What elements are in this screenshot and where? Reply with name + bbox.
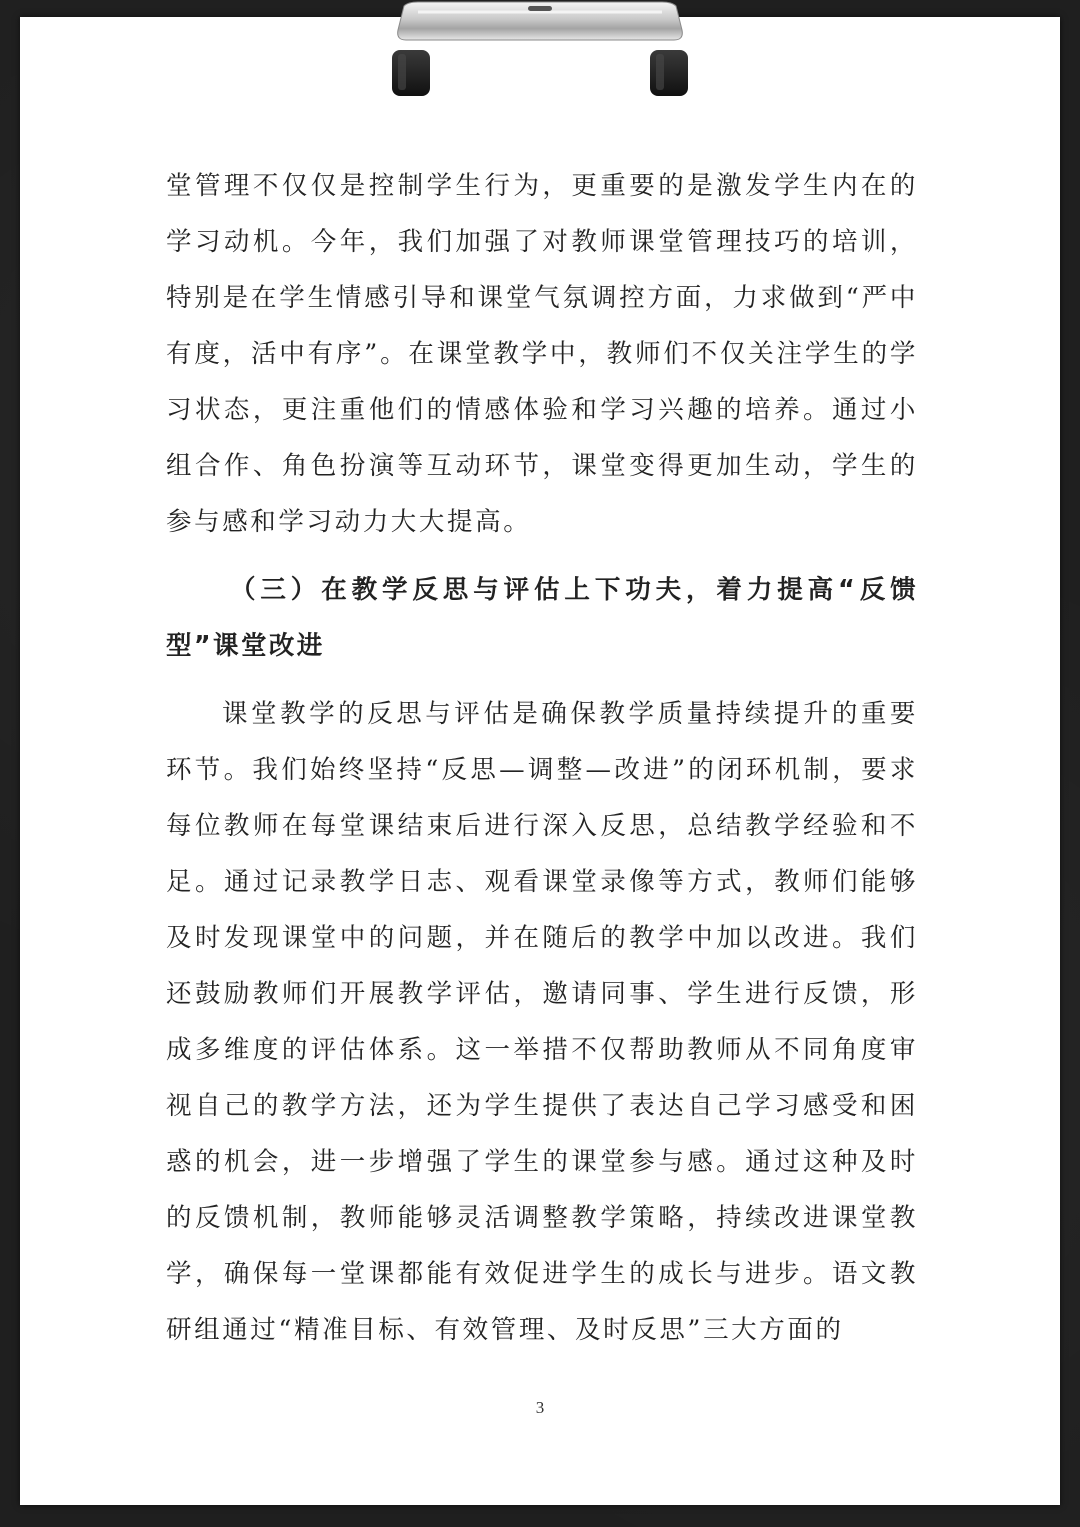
paragraph-reflection: 课堂教学的反思与评估是确保教学质量持续提升的重要环节。我们始终坚持“反思—调整—改进”的闭环机制，要求每位教师在每堂课结束后进行深入反思，总结教学经验和不足。通过记录教学日志、观看课堂录像等方式，教师们能够及时发现课堂中的问题，并在随后的教学中加以改进。我们还鼓励教师们开展教学评估，邀请同事、学生进行反馈，形成多维度的评估体系。这一举措不仅帮助教师从不同角度审视自己的教学方法，还为学生提供了表达自己学习感受和困惑的机会，进一步增强了学生的课堂参与感。通过这种及时的反馈机制，教师能够灵活调整教学策略，持续改进课堂教学，确保每一堂课都能有效促进学生的成长与进步。语文教研组通过“精准目标、有效管理、及时反思”三大方面的 — [166, 699, 918, 1345]
document-body — [166, 158, 918, 1358]
clipboard-clip-icon — [388, 0, 692, 104]
section-heading: （三）在教学反思与评估上下功夫，着力提高“反馈型”课堂改进 — [166, 575, 918, 661]
paragraph-continued: 堂管理不仅仅是控制学生行为，更重要的是激发学生内在的学习动机。今年，我们加强了对教师课堂管理技巧的培训，特别是在学生情感引导和课堂气氛调控方面，力求做到“严中有度，活中有序”。在课堂教学中，教师们不仅关注学生的学习状态，更注重他们的情感体验和学习兴趣的培养。通过小组合作、角色扮演等互动环节，课堂变得更加生动，学生的参与感和学习动力大大提高。 — [166, 171, 918, 537]
page-number: 3 — [535, 1398, 545, 1417]
